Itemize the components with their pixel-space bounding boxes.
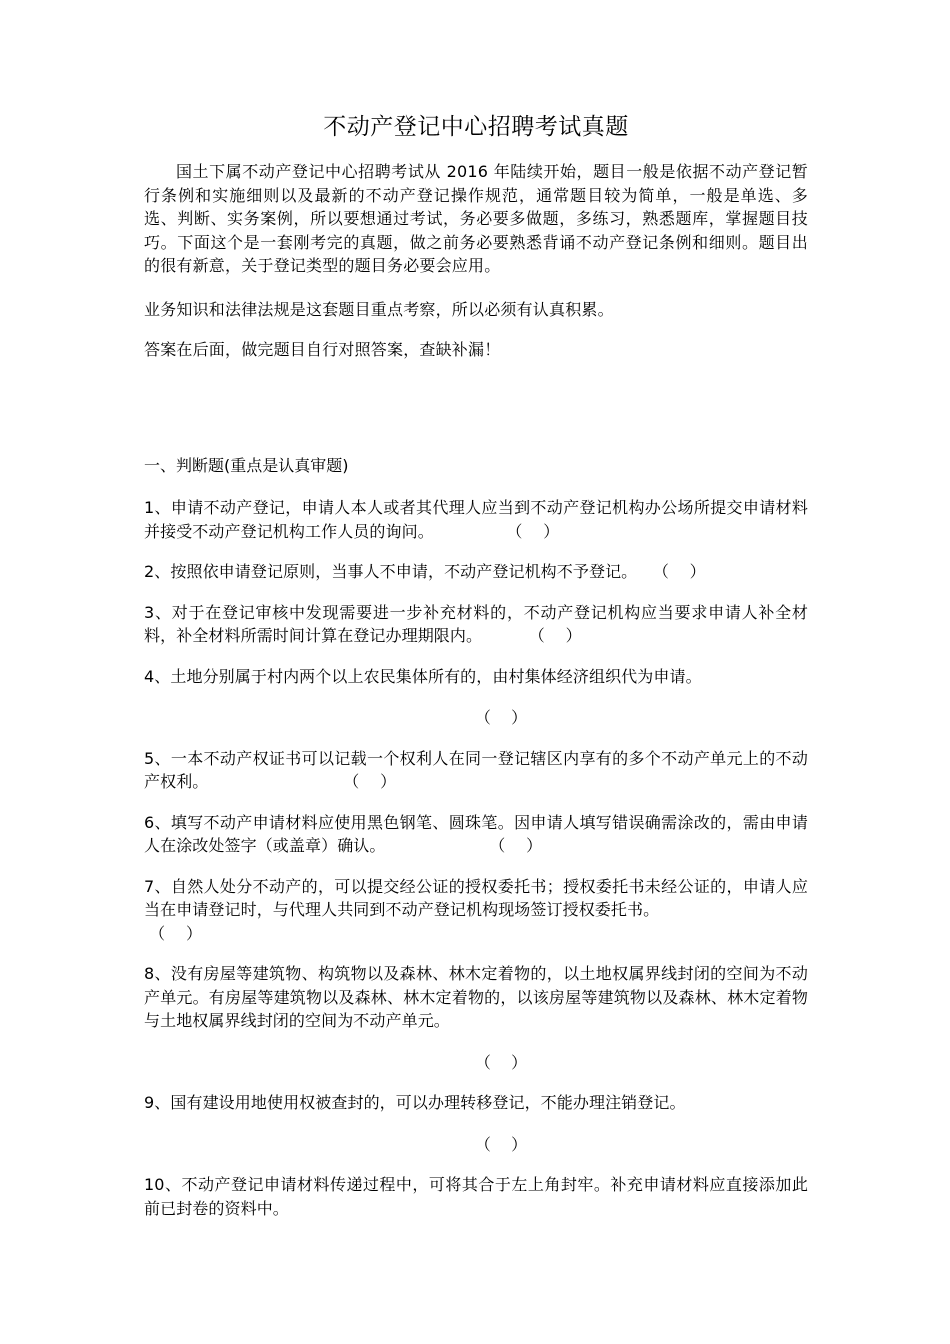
question-9-answer-blank: （ ） [474, 1134, 528, 1154]
question-2 [144, 560, 808, 584]
question-3 [144, 601, 808, 648]
question-3-text: 3、对于在登记审核中发现需要进一步补充材料的，不动产登记机构应当要求申请人补全材料，补全材料所需时间计算在登记办理期限内。 [144, 602, 808, 645]
question-9-text: 9、国有建设用地使用权被查封的，可以办理转移登记，不能办理注销登记。 [144, 1093, 686, 1112]
question-7 [144, 875, 808, 946]
intro-paragraph-2: 业务知识和法律法规是这套题目重点考察，所以必须有认真积累。 [144, 299, 614, 319]
intro-paragraph-1: 国土下属不动产登记中心招聘考试从 2016 年陆续开始，题目一般是依据不动产登记暂行条例和实施细则以及最新的不动产登记操作规范，通常题目较为简单，一般是单选、多选、判断、实务案例，所以要想通过考试，务必要多做题，多练习，熟悉题库，掌握题目技巧。下面这个是一套刚考完的真题，做之前务必要熟悉背诵不动产登记条例和细则。题目出的很有新意，关于登记类型的题目务必要会应用。 [144, 162, 808, 275]
question-9 [144, 1091, 808, 1115]
question-5-answer-blank: （ ） [208, 772, 397, 791]
section-spacer [144, 379, 808, 454]
document-title: 不动产登记中心招聘考试真题 [323, 114, 629, 140]
question-4-answer-blank: （ ） [474, 708, 528, 727]
section-heading: 一、判断题(重点是认真审题) [144, 455, 349, 475]
question-1-answer-blank: （ ） [433, 521, 560, 541]
question-2-answer-blank: （ ） [637, 562, 706, 581]
question-1 [144, 496, 808, 543]
question-1-text: 1、申请不动产登记，申请人本人或者其代理人应当到不动产登记机构办公场所提交申请材料并接受不动产登记机构工作人员的询问。 [144, 498, 808, 541]
question-10-text: 10、不动产登记申请材料传递过程中，可将其合于左上角封牢。补充申请材料应直接添加此前已封卷的资料中。 [144, 1175, 808, 1218]
question-7-answer-blank: （ ） [144, 923, 203, 943]
question-6-answer-blank: （ ） [385, 836, 543, 855]
question-2-text: 2、按照依申请登记原则，当事人不申请，不动产登记机构不予登记。 [144, 562, 638, 581]
question-8 [144, 962, 808, 1033]
question-5-text: 5、一本不动产权证书可以记载一个权利人在同一登记辖区内享有的多个不动产单元上的不动产权利。 [144, 748, 808, 791]
document-page [144, 112, 808, 1237]
question-3-answer-blank: （ ） [482, 626, 582, 645]
question-4-text: 4、土地分别属于村内两个以上农民集体所有的，由村集体经济组织代为申请。 [144, 666, 702, 686]
question-4 [144, 665, 808, 689]
question-6 [144, 811, 808, 858]
question-5 [144, 747, 808, 794]
intro-paragraph-3: 答案在后面，做完题目自行对照答案，查缺补漏！ [144, 340, 501, 359]
question-6-text: 6、填写不动产申请材料应使用黑色钢笔、圆珠笔。因申请人填写错误确需涂改的，需由申请人在涂改处签字（或盖章）确认。 [144, 812, 808, 855]
question-7-text: 7、自然人处分不动产的，可以提交经公证的授权委托书；授权委托书未经公证的，申请人应当在申请登记时，与代理人共同到不动产登记机构现场签订授权委托书。 [144, 876, 808, 919]
question-8-answer-blank: （ ） [474, 1052, 528, 1072]
question-10 [144, 1173, 808, 1220]
question-8-text: 8、没有房屋等建筑物、构筑物以及森林、林木定着物的，以土地权属界线封闭的空间为不动产单元。有房屋等建筑物以及森林、林木定着物的，以该房屋等建筑物以及森林、林木定着物与土地权属界线封闭的空间为不动产单元。 [144, 964, 808, 1030]
